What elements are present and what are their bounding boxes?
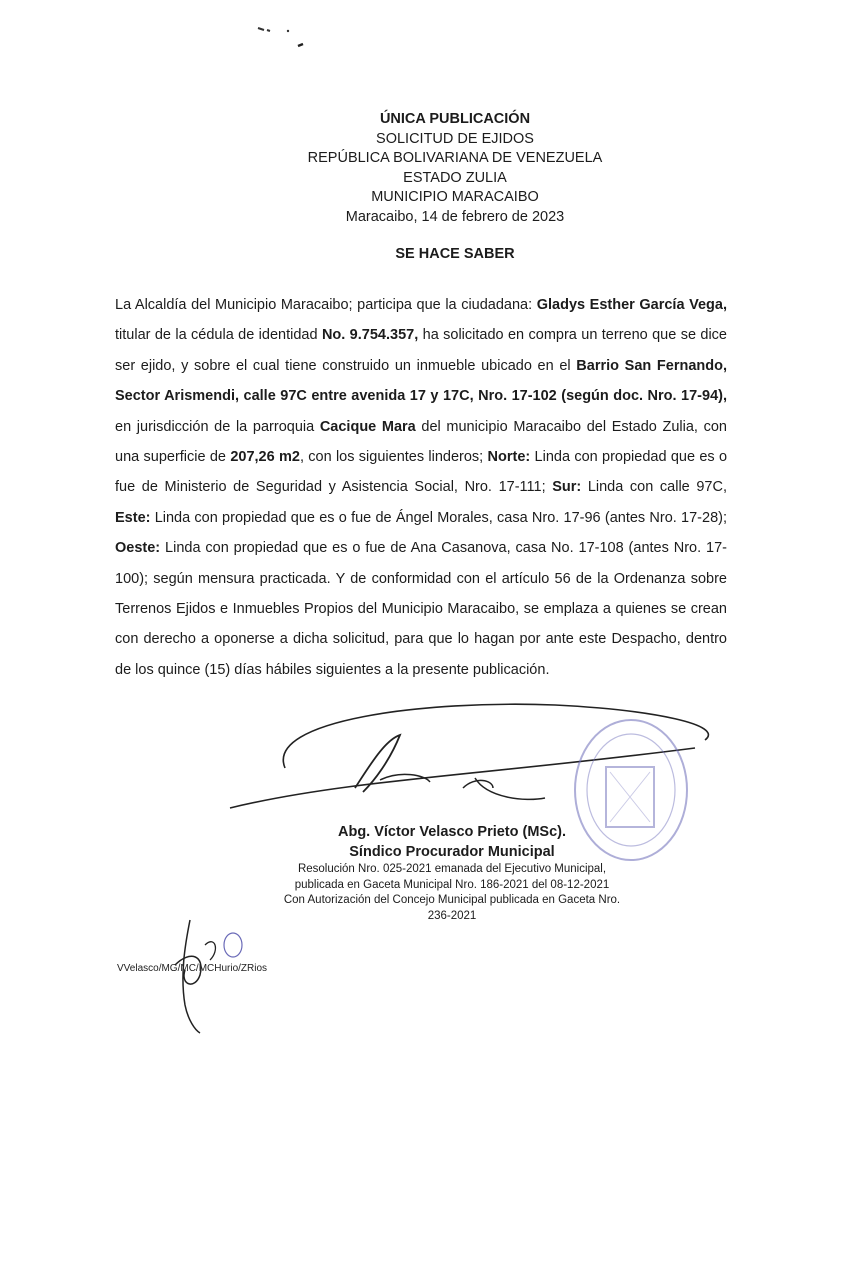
country-line: REPÚBLICA BOLIVARIANA DE VENEZUELA — [307, 150, 603, 166]
signer-name: Abg. Víctor Velasco Prieto (MSc). — [337, 824, 567, 840]
scan-specks — [240, 18, 330, 58]
notice-heading: SE HACE SABER — [395, 246, 515, 262]
document-date: Maracaibo, 14 de febrero de 2023 — [345, 208, 565, 225]
body-text-5: del municipio Maracaibo del Estado Zulia, con una superficie de — [115, 418, 727, 466]
signer-block — [252, 822, 652, 924]
north-label: Norte: — [487, 449, 531, 466]
id-number: No. 9.754.357, — [321, 327, 419, 344]
initials-signature — [155, 915, 250, 1035]
body-text-1: La Alcaldía del Municipio Maracaibo; participa que la ciudadana: — [115, 297, 537, 313]
resolution-line-2: publicada en Gaceta Municipal Nro. 186-2021 del 08-12-2021 — [294, 878, 610, 891]
south-label: Sur: — [552, 479, 582, 496]
east-label: Este: — [115, 509, 151, 526]
resolution-line-3: Con Autorización del Concejo Municipal publicada en Gaceta Nro. — [283, 894, 621, 906]
notice-body — [115, 290, 727, 685]
north-boundary: Linda con propiedad que es o fue de Ministerio de Seguridad y Asistencia Social, Nro. 17-111; — [115, 449, 728, 496]
land-area: 207,26 m2 — [230, 449, 300, 466]
municipality-line: MUNICIPIO MARACAIBO — [371, 189, 539, 205]
property-location: Barrio San Fernando, Sector Arismendi, calle 97C entre avenida 17 y 17C, Nro. 17-102 (según doc. Nro. 17-94), — [115, 357, 727, 405]
body-text-3: ha solicitado en compra un terreno que se dice ser ejido, y sobre el cual tiene construido un inmueble ubicado en el — [115, 327, 727, 374]
resolution-line-4: 236-2021 — [427, 909, 477, 922]
south-boundary: Linda con calle 97C, — [581, 479, 727, 496]
west-label: Oeste: — [115, 540, 161, 557]
body-text-4: en jurisdicción de la parroquia — [115, 418, 320, 435]
publication-title: ÚNICA PUBLICACIÓN — [379, 111, 531, 127]
applicant-name: Gladys Esther García Vega, — [536, 297, 727, 313]
resolution-line-1: Resolución Nro. 025-2021 emanada del Ejecutivo Municipal, — [297, 863, 607, 875]
body-text-6: , con los siguientes linderos; — [299, 449, 488, 466]
initials-line: VVelasco/MG/MC/MCHurio/ZRios — [117, 963, 268, 974]
parish-name: Cacique Mara — [319, 418, 416, 435]
east-boundary: Linda con propiedad que es o fue de Ángel Morales, casa Nro. 17-96 (antes Nro. 17-28); — [150, 509, 727, 526]
document-header — [0, 110, 853, 227]
signer-title: Síndico Procurador Municipal — [349, 844, 555, 860]
request-type: SOLICITUD DE EJIDOS — [376, 130, 534, 147]
body-text-2: titular de la cédula de identidad — [115, 327, 322, 344]
state-line: ESTADO ZULIA — [403, 169, 507, 186]
west-boundary: Linda con propiedad que es o fue de Ana Casanova, casa No. 17-108 (antes Nro. 17-100); según mensura practicada. Y de conformidad con el artículo 56 de la Ordenanza sobre Terrenos Ejidos e Inmuebles Propios del Municipio Maracaibo, se emplaza a quienes se crean con derecho a oponerse a dicha solicitud, para que lo hagan por ante este Despacho, dentro de los quince (15) días hábiles siguientes a la presente publicación. — [115, 540, 727, 678]
